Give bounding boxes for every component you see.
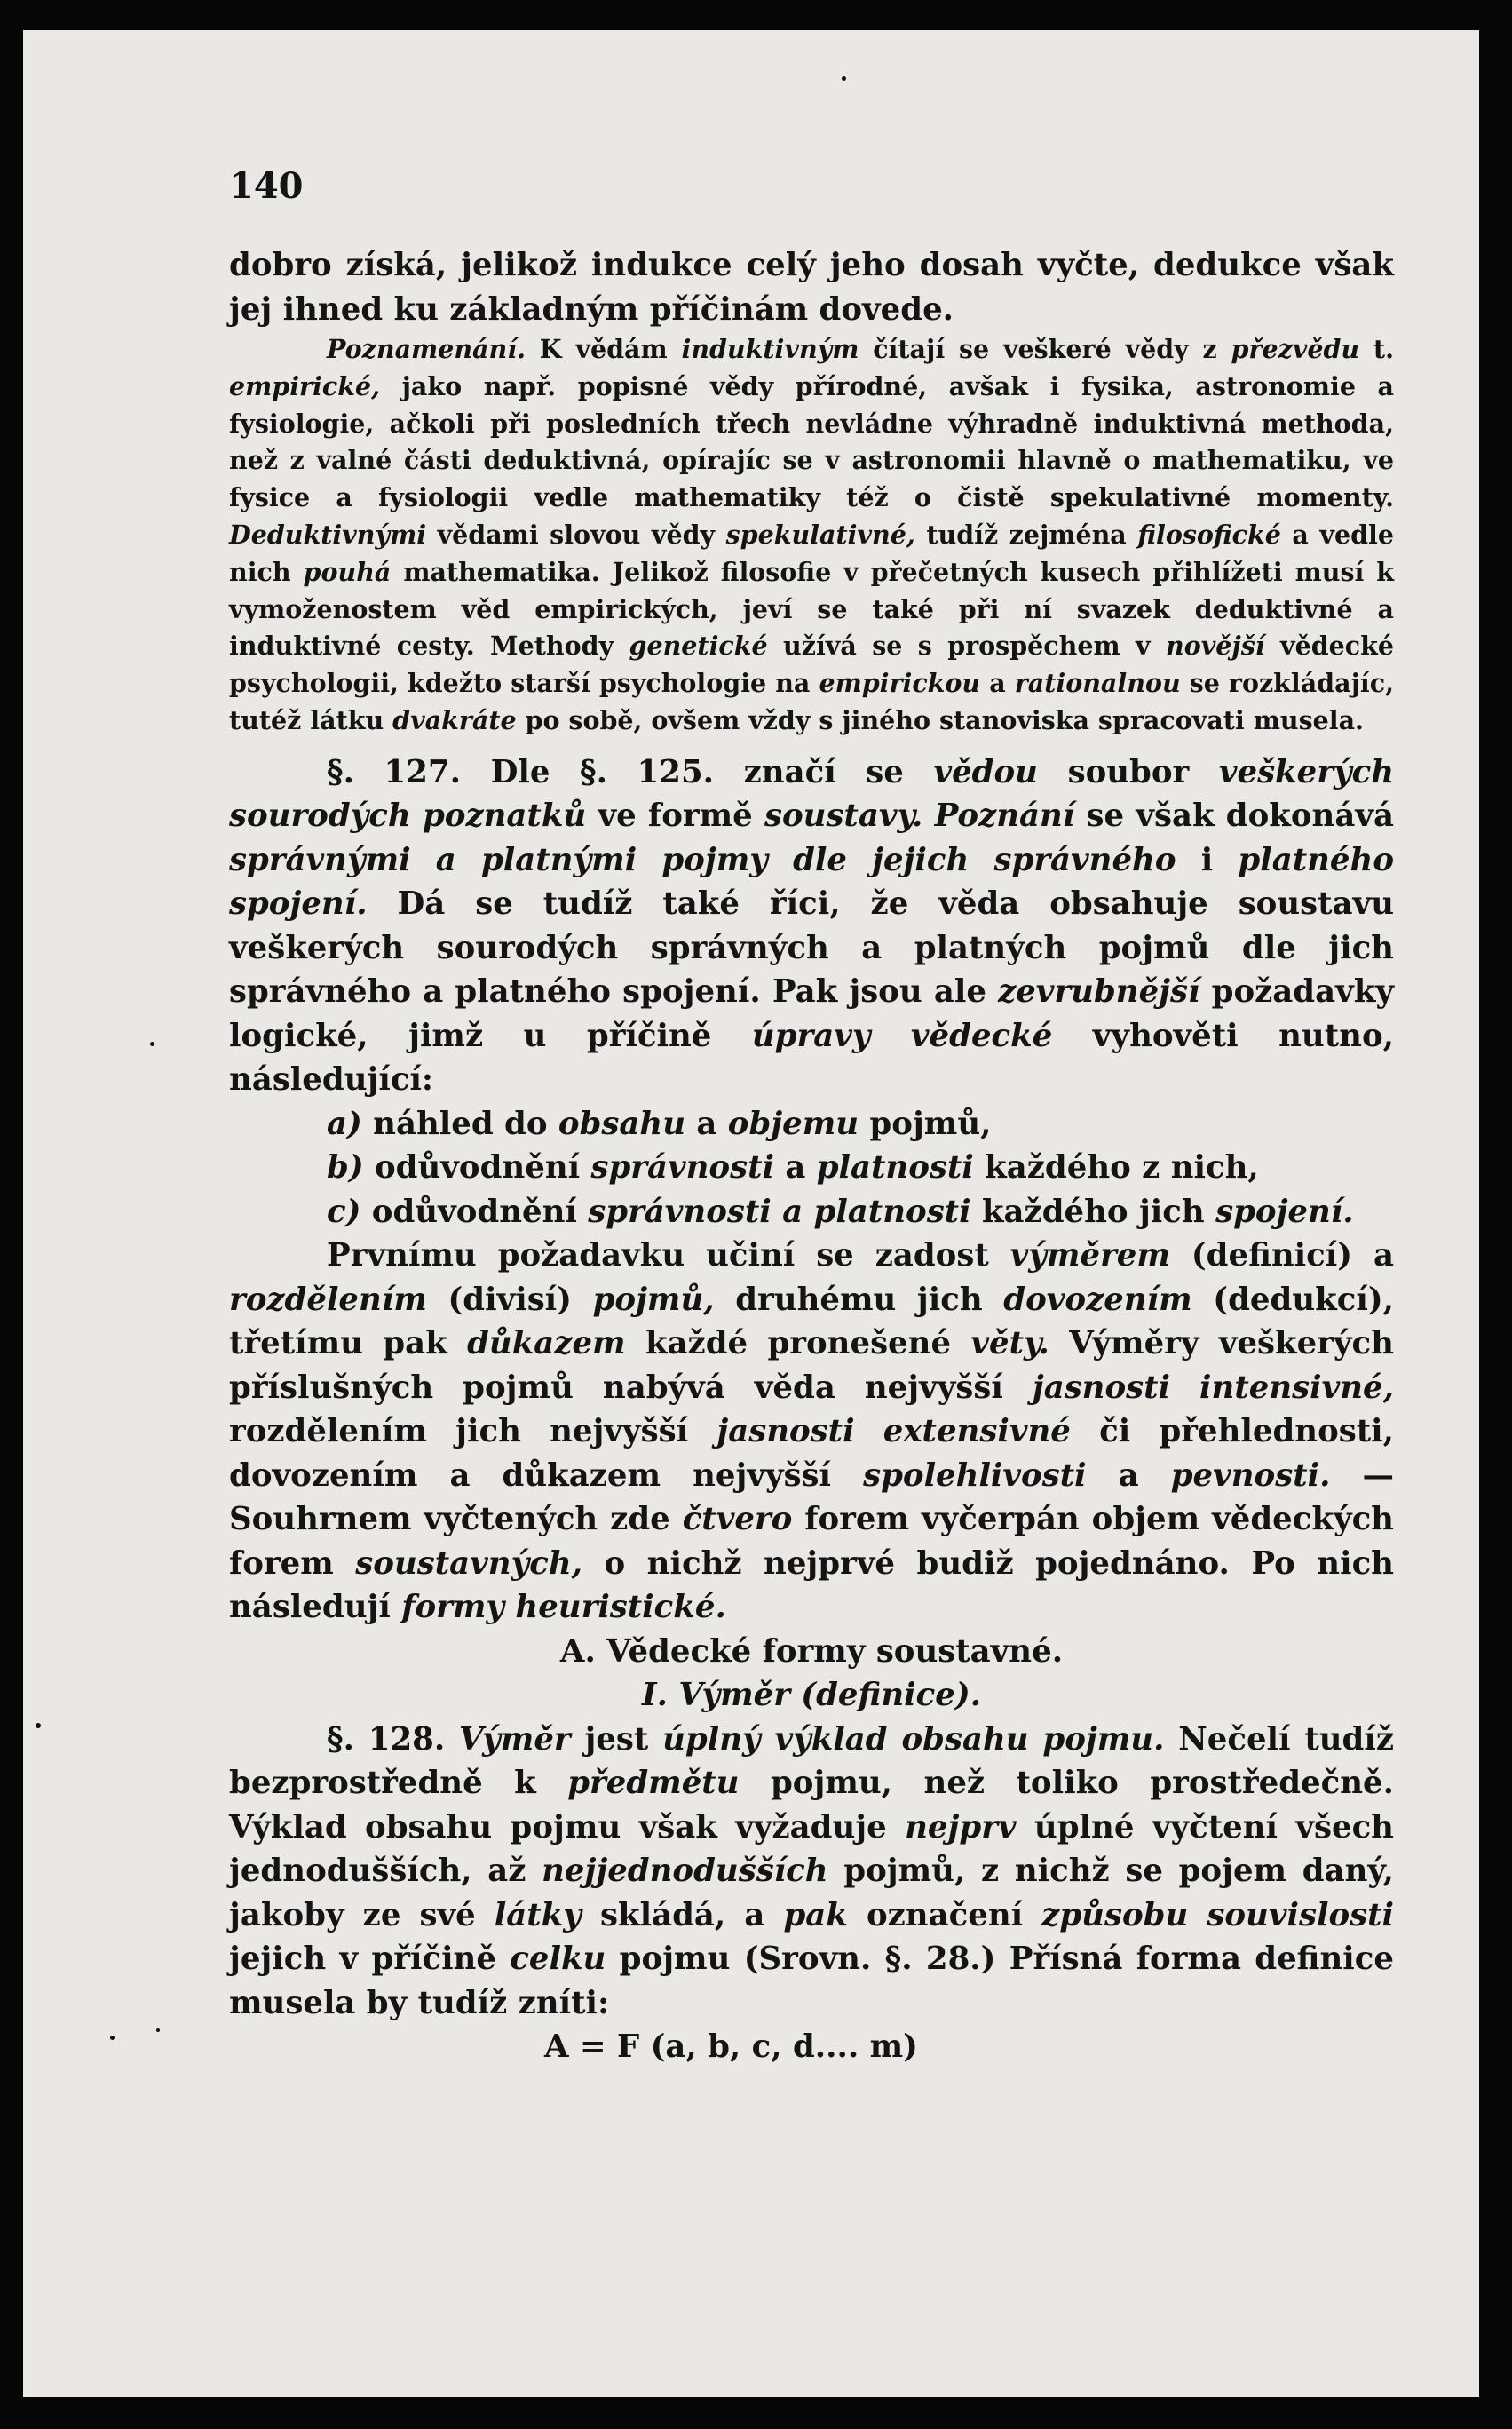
italic-text: rozdělením xyxy=(229,1281,427,1318)
text-run: pojmu (Srovn. §. 28.) Přísná forma definice musela by tudíž zníti: xyxy=(229,1941,1394,2021)
italic-text: spekulativné, xyxy=(725,519,915,550)
text-run: forem vyčerpán objem vědeckých forem xyxy=(229,1501,1394,1582)
text-run: a xyxy=(773,1149,817,1187)
text-run: o nichž nejprvé budiž pojednáno. Po nich následují xyxy=(229,1544,1394,1626)
paragraph xyxy=(229,1234,1394,1630)
text-run: druhému jich xyxy=(714,1281,1004,1318)
text-run: odůvodnění xyxy=(360,1193,589,1230)
italic-text: celku xyxy=(510,1941,606,1978)
italic-text: výměrem xyxy=(1009,1237,1170,1274)
text-run: jest xyxy=(570,1720,663,1758)
italic-text: čtvero xyxy=(682,1501,793,1538)
text-run: A. Vědecké formy soustavné. xyxy=(559,1632,1064,1670)
text-run: vyhověti nutno, následující: xyxy=(229,1017,1394,1099)
text-run: dobro získá, jelikož indukce celý jeho dosah vyčte, dedukce však jej ihned ku základným příčinám dovede. xyxy=(229,247,1394,328)
italic-text: pojmů, xyxy=(592,1281,715,1318)
ink-spot xyxy=(110,2036,115,2040)
text-body xyxy=(229,243,1394,2069)
paragraph xyxy=(229,331,1394,740)
italic-text: Poznamenání. xyxy=(327,334,526,364)
italic-text: zevrubnější xyxy=(998,973,1200,1011)
italic-text: soustavy. xyxy=(764,798,923,835)
text-run: i xyxy=(1176,841,1239,878)
italic-text: a) xyxy=(327,1105,362,1142)
text-run: mathematika. Jelikož filosofie v přečetných kusech přihlížeti musí k vymoženostem věd empirických, jeví se také při ní svazek deduktivné a induktivné cesty. Methody xyxy=(229,556,1394,662)
text-run xyxy=(922,798,934,834)
text-run: požadavky logické, jimž u příčině xyxy=(229,973,1394,1054)
italic-text: I. Výměr (definice). xyxy=(642,1677,981,1714)
text-run: náhled do xyxy=(361,1105,558,1142)
italic-text: soustavných, xyxy=(355,1544,583,1582)
text-run: tudíž zejména xyxy=(914,519,1138,550)
page-number: 140 xyxy=(229,165,304,207)
italic-text: předmětu xyxy=(567,1765,740,1802)
italic-text: spolehlivosti xyxy=(863,1457,1087,1494)
italic-text: nejjednodušších xyxy=(542,1853,828,1890)
paragraph xyxy=(229,243,1394,331)
paragraph xyxy=(229,1102,1394,1147)
italic-text: objemu xyxy=(727,1105,859,1142)
text-run: pojmu, než toliko prostředečně. Výklad obsahu pojmu však vyžaduje xyxy=(229,1765,1394,1846)
text-run: odůvodnění xyxy=(363,1149,591,1187)
text-run: a xyxy=(685,1105,728,1142)
text-run: rozdělením jich nejvyšší xyxy=(229,1413,717,1450)
page-content xyxy=(229,163,1394,2069)
text-run: pojmů, xyxy=(859,1105,992,1142)
italic-text: věty. xyxy=(970,1325,1049,1362)
paragraph xyxy=(229,1190,1394,1234)
text-run: či přehlednosti, dovozením a důkazem nejvyšší xyxy=(229,1413,1395,1494)
text-run: pojmů, z nichž se pojem daný, jakoby ze své xyxy=(229,1853,1394,1933)
italic-text: novější xyxy=(1166,631,1265,662)
italic-text: pouhá xyxy=(303,556,392,587)
text-run: — Souhrnem vyčtených zde xyxy=(229,1457,1395,1538)
paragraph xyxy=(229,1718,1394,2026)
text-run: §. 128. xyxy=(327,1720,460,1758)
italic-text: důkazem xyxy=(467,1325,626,1362)
ink-spot xyxy=(150,1042,154,1046)
italic-text: formy heuristické. xyxy=(401,1589,726,1626)
text-run: úplné vyčtení všech jednodušších, až xyxy=(229,1808,1394,1890)
text-run: t. xyxy=(1359,334,1395,364)
italic-text: správnosti xyxy=(590,1149,774,1187)
italic-text: dovozením xyxy=(1003,1281,1192,1318)
italic-text: úpravy vědecké xyxy=(751,1017,1053,1054)
text-run: (definicí) a xyxy=(1169,1237,1394,1274)
text-run: každé pronešené xyxy=(625,1325,971,1362)
text-run: Výměry veškerých příslušných pojmů nabývá věda nejvyšší xyxy=(229,1325,1394,1406)
italic-text: správnými a platnými pojmy dle jejich správného xyxy=(229,841,1176,878)
text-run: (divisí) xyxy=(426,1281,593,1318)
ink-spot xyxy=(842,76,846,81)
text-run: každého jich xyxy=(970,1193,1216,1230)
text-run: K vědám xyxy=(526,334,682,364)
italic-text: spojení. xyxy=(1215,1193,1354,1230)
italic-text: dvakráte xyxy=(392,704,517,735)
italic-text: Deduktivnými xyxy=(229,519,427,550)
ink-spot xyxy=(36,1723,41,1728)
text-run: (dedukcí), třetímu pak xyxy=(229,1281,1394,1362)
book-page xyxy=(23,30,1479,2397)
text-run: ve formě xyxy=(586,798,764,835)
italic-text: genetické xyxy=(629,631,768,662)
text-run: označení xyxy=(847,1896,1042,1933)
text-run: a vedle nich xyxy=(229,519,1394,587)
italic-text: empirické, xyxy=(229,370,381,401)
text-run: jako např. popisné vědy přírodné, avšak i fysika, astronomie a fysiologie, ačkoli při posledních třech nevládne výhradně induktivná methoda, než z valné části deduktivná, opírajíc se v astronomii hlavně o mathematiku, ve fysice a fysiologii vedle mathematiky též o čistě spekulativné momenty. xyxy=(229,370,1394,513)
italic-text: přezvědu xyxy=(1231,334,1360,364)
text-run: se rozkládajíc, tutéž látku xyxy=(229,668,1394,735)
italic-text: platnosti xyxy=(816,1149,974,1187)
paragraph xyxy=(229,750,1394,1102)
text-run: Dá se tudíž také říci, že věda obsahuje soustavu veškerých sourodých správných a platných pojmů dle jich správného a platného spojení. Pak jsou ale xyxy=(229,885,1394,1011)
paragraph xyxy=(229,1673,1394,1718)
italic-text: platného spojení. xyxy=(229,841,1394,923)
text-run: užívá se s prospěchem v xyxy=(767,631,1166,662)
italic-text: správnosti a platnosti xyxy=(588,1193,971,1230)
italic-text: Výměr xyxy=(459,1720,571,1758)
text-run: se však dokonává xyxy=(1074,798,1394,835)
italic-text: obsahu xyxy=(558,1105,686,1142)
italic-text: induktivným xyxy=(681,334,859,364)
text-run: Prvnímu požadavku učiní se zadost xyxy=(327,1237,1010,1274)
italic-text: Poznání xyxy=(934,798,1075,835)
italic-text: pak xyxy=(783,1896,848,1933)
italic-text: veškerých sourodých poznatků xyxy=(229,753,1394,835)
text-run: vědami slovou vědy xyxy=(426,519,726,550)
paragraph xyxy=(229,1146,1394,1190)
text-run: skládá, a xyxy=(581,1896,784,1933)
text-run: a xyxy=(1086,1457,1171,1494)
text-run: a xyxy=(980,668,1015,699)
italic-text: úplný výklad obsahu pojmu. xyxy=(662,1720,1165,1758)
italic-text: filosofické xyxy=(1137,519,1281,550)
italic-text: pevnosti. xyxy=(1170,1457,1331,1494)
text-run: §. 127. Dle §. 125. značí se xyxy=(327,753,934,790)
text-run: po sobě, ovšem vždy s jiného stanoviska spracovati musela. xyxy=(516,704,1364,735)
text-run: soubor xyxy=(1037,753,1219,790)
text-run: vědecké psychologii, kdežto starší psychologie na xyxy=(229,631,1394,699)
italic-text: látky xyxy=(494,1896,582,1933)
definition-formula: A = F (a, b, c, d.... m) xyxy=(544,2028,918,2066)
text-run: čítají se veškeré vědy z xyxy=(859,334,1231,364)
italic-text: jasnosti extensivné xyxy=(716,1413,1071,1450)
italic-text: způsobu souvislosti xyxy=(1041,1896,1394,1933)
italic-text: b) xyxy=(327,1149,364,1187)
italic-text: c) xyxy=(327,1193,361,1230)
italic-text: vědou xyxy=(933,753,1038,790)
italic-text: jasnosti intensivné, xyxy=(1032,1369,1394,1406)
text-run: jejich v příčině xyxy=(229,1941,511,1978)
italic-text: empirickou xyxy=(819,668,981,699)
italic-text: rationalnou xyxy=(1014,668,1181,699)
italic-text: nejprv xyxy=(905,1808,1017,1846)
paragraph xyxy=(229,1630,1394,1674)
text-run: Nečelí tudíž bezprostředně k xyxy=(229,1720,1394,1802)
ink-spot xyxy=(156,2028,160,2032)
text-run: každého z nich, xyxy=(973,1149,1259,1187)
